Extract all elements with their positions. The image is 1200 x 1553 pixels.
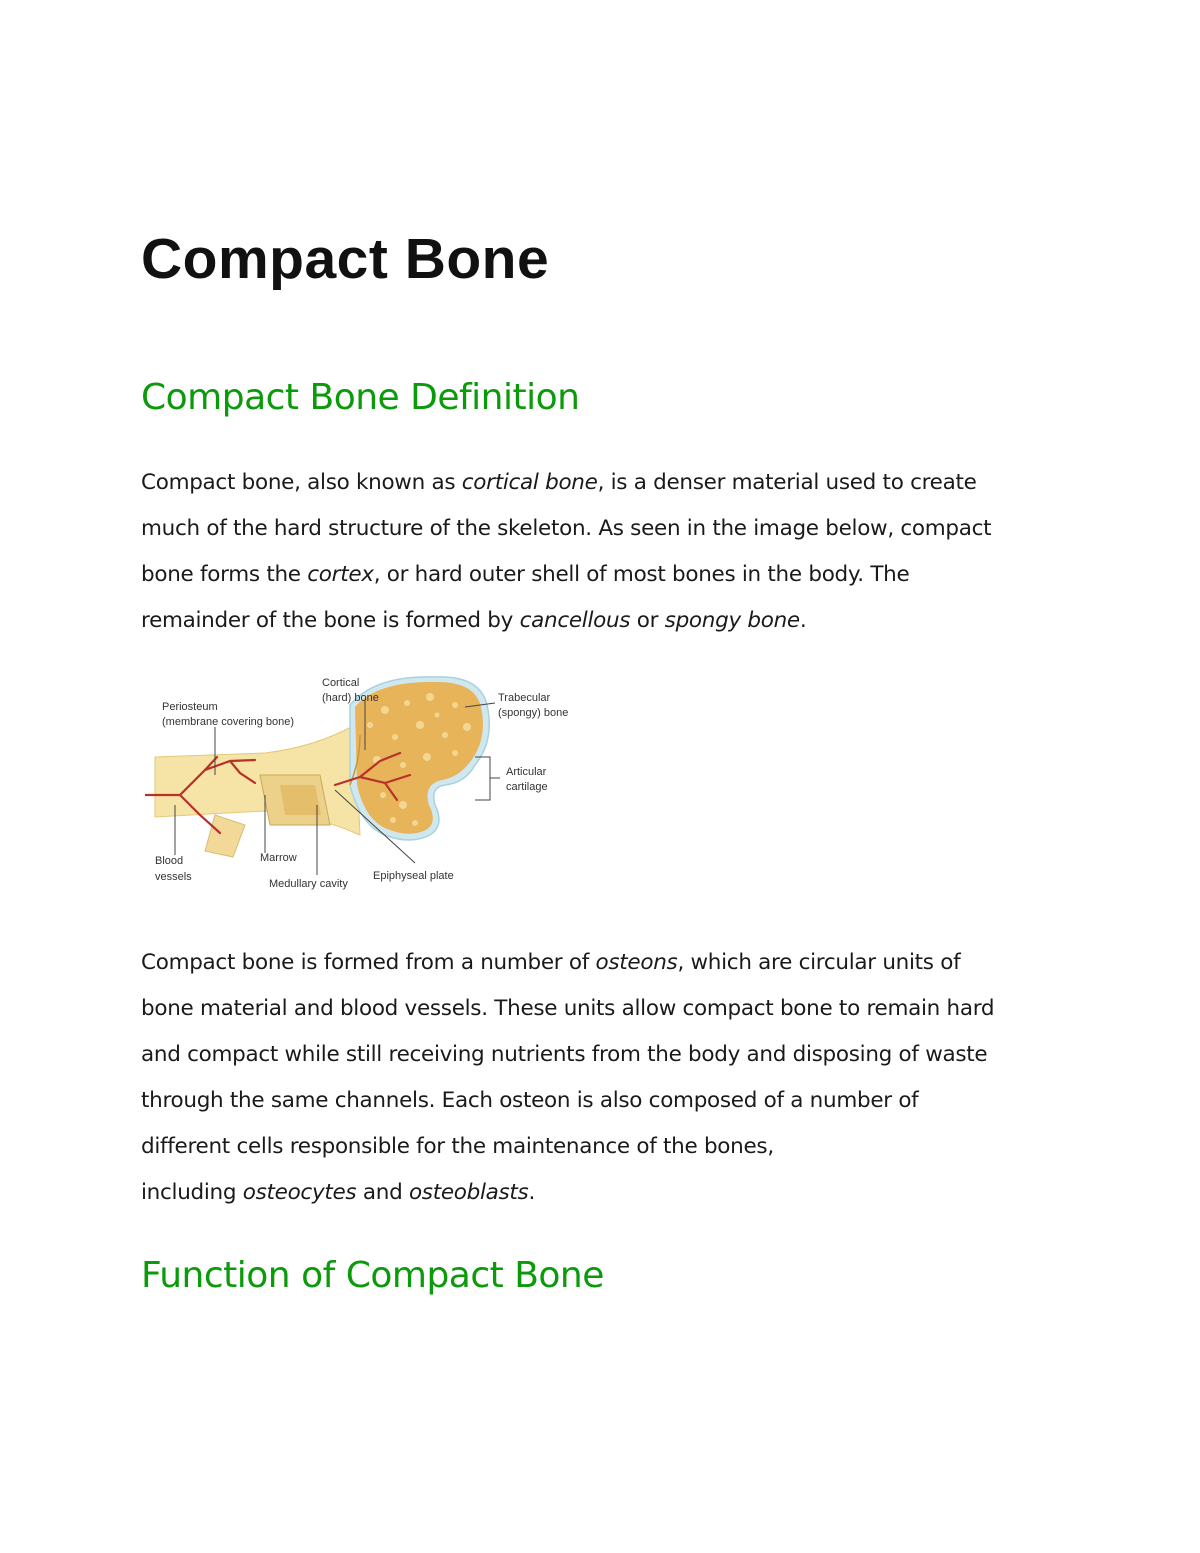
bone-fragment	[205, 815, 245, 857]
marrow-region	[280, 785, 321, 815]
paragraph-line: bone material and blood vessels. These units allow compact bone to remain hard	[141, 996, 995, 1021]
label-articular: Articular	[506, 766, 547, 778]
label-medullary: Medullary cavity	[269, 878, 348, 890]
paragraph-line: different cells responsible for the maintenance of the bones,	[141, 1134, 774, 1159]
paragraph-line: Compact bone is formed from a number of osteons, which are circular units of	[141, 950, 961, 975]
definition-heading: Compact Bone Definition	[141, 377, 580, 418]
bone-diagram	[145, 665, 595, 900]
label-trabecular: Trabecular	[498, 692, 551, 704]
label-articular-sub: cartilage	[506, 781, 548, 793]
page-title: Compact Bone	[141, 227, 550, 291]
label-cortical: Cortical	[322, 677, 360, 689]
paragraph-line: and compact while still receiving nutrients from the body and disposing of waste	[141, 1042, 988, 1067]
paragraph-line: much of the hard structure of the skeleton. As seen in the image below, compact	[141, 516, 992, 541]
label-periosteum: Periosteum	[162, 701, 218, 713]
paragraph-line: Compact bone, also known as cortical bone, is a denser material used to create	[141, 470, 977, 495]
paragraph-line: bone forms the cortex, or hard outer shell of most bones in the body. The	[141, 562, 910, 587]
bone-shaft	[155, 725, 360, 835]
definition-paragraph	[141, 460, 1081, 644]
osteon-paragraph	[141, 940, 1081, 1216]
label-cortical-sub: (hard) bone	[322, 692, 379, 704]
paragraph-line: through the same channels. Each osteon is also composed of a number of	[141, 1088, 919, 1113]
paragraph-line: including osteocytes and osteoblasts.	[141, 1180, 535, 1205]
label-blood-sub: vessels	[155, 871, 192, 883]
paragraph-line: remainder of the bone is formed by cancellous or spongy bone.	[141, 608, 807, 633]
label-epiphyseal: Epiphyseal plate	[373, 870, 454, 882]
function-heading: Function of Compact Bone	[141, 1255, 604, 1296]
label-blood: Blood	[155, 855, 184, 867]
label-trabecular-sub: (spongy) bone	[498, 707, 569, 719]
label-marrow: Marrow	[260, 852, 297, 864]
label-periosteum-sub: (membrane covering bone)	[162, 716, 295, 728]
